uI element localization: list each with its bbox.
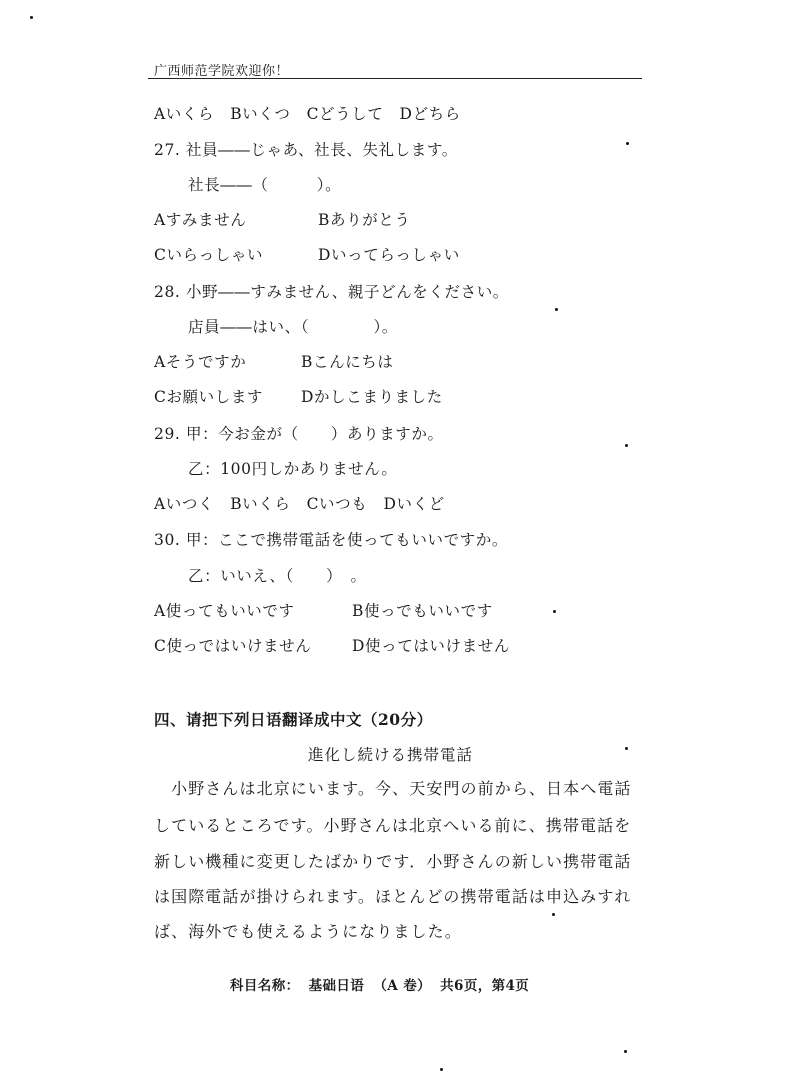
scan-speck <box>552 913 555 916</box>
q30-option-d: D使ってはいけません <box>352 637 510 655</box>
q27-option-d: Dいってらっしゃい <box>318 246 460 264</box>
passage-line: しているところです。小野さんは北京へいる前に、携帯電話を <box>154 816 632 835</box>
q26-options: Aいくら Bいくつ Cどうして Dどちら <box>154 105 461 123</box>
passage-line: ば、海外でも使えるようになりました。 <box>154 922 462 941</box>
q27-reply: 社長――（ ）。 <box>188 176 342 194</box>
q28-option-d: Dかしこまりました <box>301 388 443 406</box>
q28-option-b: Bこんにちは <box>301 353 394 371</box>
passage-title: 進化し続ける携帯電話 <box>308 746 474 764</box>
q28-option-a: Aそうですか <box>154 353 247 371</box>
q29-prompt: 29. 甲：今お金が（ ）ありますか。 <box>154 425 444 443</box>
footer-subject: 基础日语 <box>308 978 365 994</box>
page-footer <box>230 974 533 994</box>
q30-reply: 乙：いいえ、（ ） 。 <box>188 567 367 585</box>
q28-option-c: Cお願いします <box>154 388 264 406</box>
section-4-title: 四、请把下列日语翻译成中文（20分） <box>154 710 433 729</box>
footer-paper: （A 卷） <box>373 978 432 994</box>
footer-label: 科目名称： <box>230 978 300 994</box>
q29-reply: 乙：100円しかありません。 <box>188 460 398 478</box>
q28-prompt: 28. 小野――すみません、親子どんをください。 <box>154 283 509 301</box>
passage-line: 小野さんは北京にいます。今、天安門の前から、日本へ電話 <box>154 779 632 798</box>
q28-reply: 店員――はい、（ ）。 <box>188 318 398 336</box>
scan-speck <box>555 308 558 311</box>
q27-option-a: Aすみません <box>154 211 247 229</box>
scan-speck <box>553 610 556 613</box>
header-rule <box>148 78 642 79</box>
passage-line: は国際電話が掛けられます。ほとんどの携帯電話は申込みすれ <box>154 887 632 906</box>
footer-pages: 共6页，第4页 <box>440 978 530 994</box>
q27-option-c: Cいらっしゃい <box>154 246 264 264</box>
q29-options: Aいつく Bいくら Cいつも Dいくど <box>154 495 445 513</box>
scan-speck <box>440 1068 443 1071</box>
header-text: 广西师范学院欢迎你！ <box>154 64 290 79</box>
passage-line: 新しい機種に変更したばかりです．小野さんの新しい携帯電話 <box>154 852 632 871</box>
q30-option-a: A使ってもいいです <box>154 602 295 620</box>
scan-speck <box>30 16 33 19</box>
q27-prompt: 27. 社員――じゃあ、社長、失礼します。 <box>154 141 458 159</box>
q30-option-b: B使っでもいいです <box>352 602 493 620</box>
scan-speck <box>626 142 629 145</box>
scan-speck <box>625 444 628 447</box>
scan-speck <box>625 747 628 750</box>
q30-option-c: C使っではいけません <box>154 637 312 655</box>
q27-option-b: Bありがとう <box>318 211 411 229</box>
scan-speck <box>624 1050 627 1053</box>
q30-prompt: 30. 甲：ここで携帯電話を使ってもいいですか。 <box>154 531 508 549</box>
